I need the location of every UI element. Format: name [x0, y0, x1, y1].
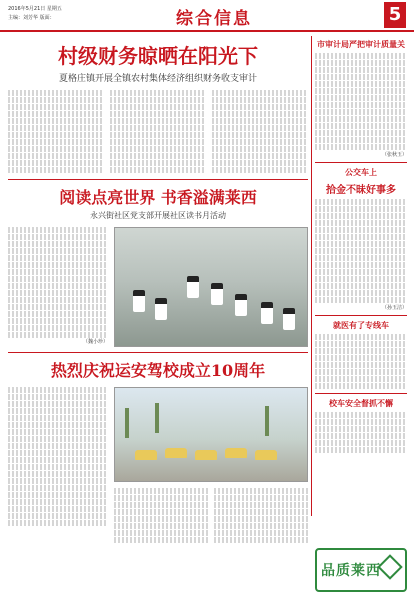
side-body: [315, 199, 407, 303]
logo-text: 品质莱西: [321, 563, 381, 579]
side-byline: （张秋玉）: [381, 152, 407, 158]
section-separator: [8, 179, 308, 180]
article-reading: [8, 185, 308, 347]
text-column: [8, 90, 104, 174]
article-body: [8, 227, 108, 347]
reading-photo: [114, 227, 308, 347]
side-column: [315, 36, 407, 454]
footer-logo: [315, 548, 407, 592]
side-headline: 校车安全督抓不懈: [329, 399, 393, 408]
text-column: [110, 90, 206, 174]
article-subtitle: 永兴街社区党支部开展社区读书月活动: [90, 211, 226, 220]
side-headline: 公交车上: [345, 168, 377, 177]
date-line: 2016年5月21日 星期五: [8, 6, 62, 12]
article-title: 热烈庆祝运安驾校成立10周年: [50, 361, 266, 380]
house-icon: [377, 554, 402, 579]
text-column: [212, 90, 308, 174]
side-headline: 市审计局严把审计质量关: [317, 40, 405, 49]
section-separator: [315, 393, 407, 394]
side-body: [315, 53, 407, 150]
side-headline: 就医有了专线车: [333, 321, 389, 330]
page-header: [0, 0, 414, 32]
page-number: 5: [384, 2, 406, 28]
column-divider: [311, 36, 312, 516]
article-driving-school: [8, 358, 308, 544]
main-column: [8, 36, 308, 544]
driving-school-photo: [114, 387, 308, 482]
section-separator: [315, 315, 407, 316]
article-finance-audit: [8, 40, 308, 174]
section-separator: [8, 352, 308, 353]
article-subtitle: 夏格庄镇开展全镇农村集体经济组织财务收支审计: [58, 74, 257, 84]
article-body: [8, 387, 108, 544]
side-body: [315, 334, 407, 389]
section-title: 综合信息: [176, 9, 252, 29]
side-byline: （孙玉洁）: [381, 305, 407, 311]
article-body: [8, 90, 308, 174]
article-title: 阅读点亮世界 书香溢满莱西: [59, 188, 257, 207]
editor-line: 主编：刘芳华 版面：: [8, 15, 55, 21]
text-column: [214, 488, 308, 544]
side-body: [315, 412, 407, 453]
section-separator: [315, 162, 407, 163]
photo-caption: （魏小珍）: [82, 339, 108, 345]
article-title: 村级财务晾晒在阳光下: [58, 44, 258, 68]
text-column: [114, 488, 208, 544]
side-headline: 拾金不昧好事多: [326, 185, 396, 196]
